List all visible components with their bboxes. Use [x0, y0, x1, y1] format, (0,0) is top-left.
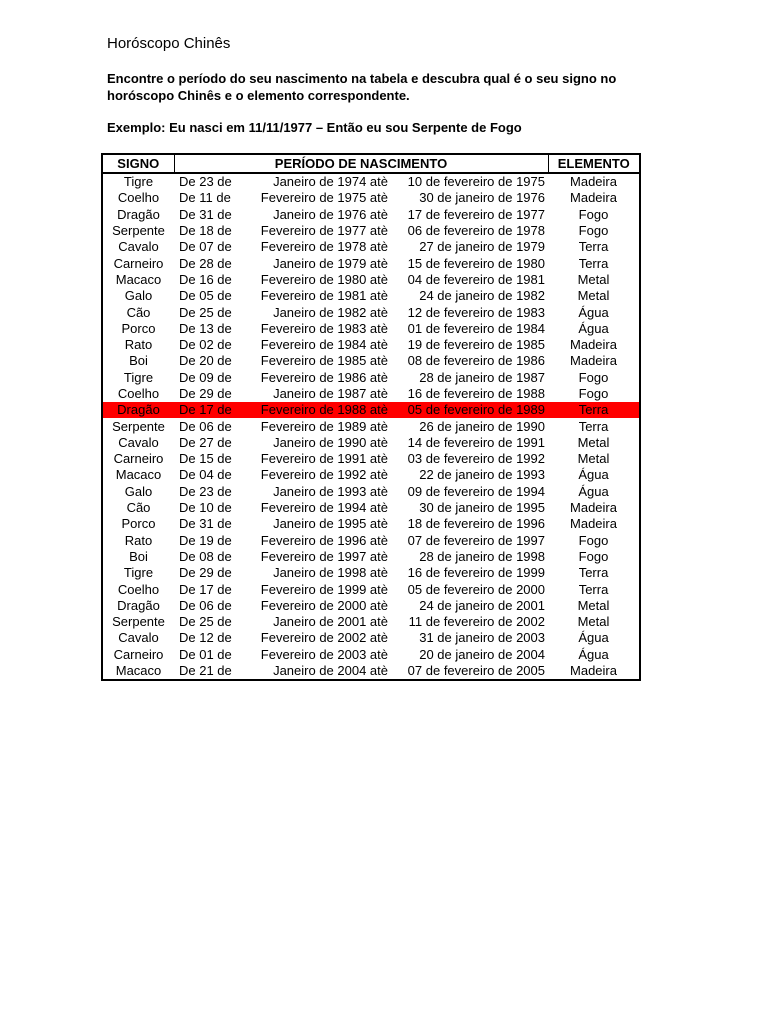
table-row [102, 207, 640, 223]
signo-cell: Dragão [102, 402, 174, 418]
start-day-cell: De 19 de [179, 532, 232, 548]
signo-cell: Carneiro [113, 451, 164, 467]
end-date-cell: 18 de fevereiro de 1996 [407, 516, 545, 532]
element-cell: Terra [578, 418, 609, 434]
element-cell: Água [578, 483, 609, 499]
table-row [102, 500, 640, 516]
end-date-cell: 27 de janeiro de 1979 [419, 239, 545, 255]
start-day-cell: De 17 de [179, 581, 232, 597]
start-day-cell: De 25 de [179, 614, 232, 630]
start-day-cell: De 07 de [179, 239, 232, 255]
start-month-year-cell: Fevereiro de 1985 atè [260, 353, 388, 369]
element-cell: Terra [578, 581, 609, 597]
end-date-cell: 05 de fevereiro de 2000 [407, 581, 545, 597]
end-date-cell: 17 de fevereiro de 1977 [407, 206, 545, 222]
element-cell: Metal [577, 288, 610, 304]
signo-cell: Serpente [112, 223, 165, 239]
start-month-year-cell: Janeiro de 1979 atè [273, 255, 388, 271]
signo-cell: Macaco [115, 271, 162, 287]
start-month-year-cell: Fevereiro de 2003 atè [260, 646, 388, 662]
end-date-cell: 24 de janeiro de 2001 [419, 597, 545, 613]
element-cell: Fogo [578, 532, 609, 548]
table-row [102, 288, 640, 304]
element-cell: Madeira [570, 500, 617, 516]
start-month-year-cell: Fevereiro de 2000 atè [260, 597, 388, 613]
end-date-cell: 14 de fevereiro de 1991 [407, 434, 545, 450]
start-day-cell: De 06 de [179, 418, 232, 434]
element-cell: Fogo [578, 369, 609, 385]
element-cell: Água [578, 646, 609, 662]
start-day-cell: De 15 de [179, 451, 232, 467]
start-month-year-cell: Fevereiro de 1994 atè [260, 500, 388, 516]
start-day-cell: De 01 de [179, 646, 232, 662]
end-date-cell: 28 de janeiro de 1998 [419, 548, 545, 564]
start-month-year-cell: Fevereiro de 1996 atè [260, 532, 388, 548]
table-row [102, 239, 640, 255]
start-day-cell: De 10 de [179, 500, 232, 516]
start-month-year-cell: Fevereiro de 1983 atè [260, 320, 388, 336]
table-row [102, 190, 640, 206]
table-body [102, 173, 640, 680]
end-date-cell: 01 de fevereiro de 1984 [407, 320, 545, 336]
table-row [102, 304, 640, 320]
table-row [102, 272, 640, 288]
start-day-cell: De 27 de [179, 434, 232, 450]
element-cell: Terra [548, 402, 640, 418]
start-day-cell: De 05 de [179, 288, 232, 304]
end-date-cell: 24 de janeiro de 1982 [419, 288, 545, 304]
header-signo: SIGNO [102, 154, 174, 173]
table-row [102, 549, 640, 565]
element-cell: Terra [578, 239, 609, 255]
signo-cell: Galo [124, 288, 153, 304]
signo-cell: Cavalo [118, 630, 159, 646]
table-row [102, 255, 640, 271]
element-cell: Fogo [578, 386, 609, 401]
signo-cell: Coelho [117, 581, 160, 597]
signo-cell: Coelho [117, 190, 160, 206]
end-date-cell: 04 de fevereiro de 1981 [407, 271, 545, 287]
element-cell: Metal [577, 597, 610, 613]
element-cell: Madeira [570, 174, 617, 190]
element-cell: Madeira [570, 337, 617, 353]
element-cell: Água [578, 630, 609, 646]
element-cell: Água [578, 320, 609, 336]
start-day-cell: De 20 de [179, 353, 232, 369]
start-day-cell: De 31 de [179, 206, 232, 222]
start-month-year-cell: Janeiro de 2004 atè [273, 663, 388, 679]
start-month-year-cell: Janeiro de 1995 atè [273, 516, 388, 532]
start-day-cell: De 21 de [179, 663, 232, 679]
element-cell: Metal [577, 614, 610, 630]
start-month-year-cell: Fevereiro de 1999 atè [260, 581, 388, 597]
table-row [102, 467, 640, 483]
start-month-year-cell: Fevereiro de 1997 atè [260, 548, 388, 564]
start-day-cell: De 23 de [179, 483, 232, 499]
table-header-row [102, 154, 640, 173]
start-day-cell: De 18 de [179, 223, 232, 239]
end-date-cell: 28 de janeiro de 1987 [419, 369, 545, 385]
end-date-cell: 20 de janeiro de 2004 [419, 646, 545, 662]
element-cell: Metal [577, 451, 610, 467]
start-month-year-cell: Fevereiro de 1984 atè [260, 337, 388, 353]
start-day-cell: De 02 de [179, 337, 232, 353]
table-row [102, 418, 640, 434]
signo-cell: Galo [124, 483, 153, 499]
element-cell: Água [578, 467, 609, 483]
start-day-cell: De 25 de [179, 304, 232, 320]
end-date-cell: 16 de fevereiro de 1988 [407, 386, 545, 401]
start-month-year-cell: Janeiro de 1990 atè [273, 434, 388, 450]
table-row [102, 647, 640, 663]
end-date-cell: 22 de janeiro de 1993 [419, 467, 545, 483]
start-day-cell: De 06 de [179, 597, 232, 613]
end-date-cell: 19 de fevereiro de 1985 [407, 337, 545, 353]
table-row [102, 451, 640, 467]
table-row [102, 402, 640, 418]
element-cell: Madeira [570, 353, 617, 369]
start-month-year-cell: Fevereiro de 1991 atè [260, 451, 388, 467]
start-day-cell: De 13 de [179, 320, 232, 336]
start-day-cell: De 29 de [179, 386, 232, 401]
end-date-cell: 09 de fevereiro de 1994 [407, 483, 545, 499]
signo-cell: Carneiro [113, 255, 164, 271]
table-row [102, 663, 640, 680]
signo-cell: Cavalo [118, 434, 159, 450]
table-row [102, 565, 640, 581]
element-cell: Fogo [578, 223, 609, 239]
table-row [102, 370, 640, 386]
start-month-year-cell: Fevereiro de 2002 atè [260, 630, 388, 646]
element-cell: Metal [577, 271, 610, 287]
end-date-cell: 12 de fevereiro de 1983 [407, 304, 545, 320]
start-month-year-cell: Janeiro de 1982 atè [273, 304, 388, 320]
start-day-cell: De 23 de [179, 174, 232, 190]
table-row [102, 173, 640, 190]
end-date-cell: 10 de fevereiro de 1975 [407, 174, 545, 190]
start-month-year-cell: Janeiro de 1993 atè [273, 483, 388, 499]
start-month-year-cell: Janeiro de 1998 atè [273, 565, 388, 581]
end-date-cell: 05 de fevereiro de 1989 [390, 402, 548, 418]
table-row [102, 630, 640, 646]
end-date-cell: 06 de fevereiro de 1978 [407, 223, 545, 239]
signo-cell: Cão [126, 500, 151, 516]
start-month-year-cell: Janeiro de 1974 atè [273, 174, 388, 190]
signo-cell: Rato [124, 532, 153, 548]
start-month-year-cell: Fevereiro de 1981 atè [260, 288, 388, 304]
signo-cell: Carneiro [113, 646, 164, 662]
table-row [102, 321, 640, 337]
signo-cell: Rato [124, 337, 153, 353]
end-date-cell: 08 de fevereiro de 1986 [407, 353, 545, 369]
start-month-year-cell: Fevereiro de 1986 atè [260, 369, 388, 385]
start-month-year-cell: Janeiro de 1987 atè [273, 386, 388, 401]
signo-cell: Tigre [123, 369, 154, 385]
signo-cell: Porco [121, 320, 156, 336]
start-month-year-cell: Fevereiro de 1980 atè [260, 271, 388, 287]
table-row [102, 435, 640, 451]
signo-cell: Cão [126, 304, 151, 320]
start-month-year-cell: Fevereiro de 1977 atè [260, 223, 388, 239]
start-day-cell: De 28 de [179, 255, 232, 271]
header-elemento: ELEMENTO [548, 154, 640, 173]
end-date-cell: 07 de fevereiro de 1997 [407, 532, 545, 548]
start-day-cell: De 11 de [179, 190, 231, 206]
element-cell: Madeira [570, 663, 617, 679]
page-title: Horóscopo Chinês [107, 35, 231, 52]
signo-cell: Cavalo [118, 239, 159, 255]
start-month-year-cell: Janeiro de 1976 atè [273, 206, 388, 222]
signo-cell: Tigre [123, 565, 154, 581]
element-cell: Madeira [570, 190, 617, 206]
signo-cell: Boi [129, 548, 148, 564]
table-row [102, 533, 640, 549]
signo-cell: Serpente [112, 614, 165, 630]
start-day-cell: De 17 de [174, 402, 244, 418]
table-row [102, 386, 640, 402]
start-month-year-cell: Fevereiro de 1988 atè [244, 402, 390, 418]
end-date-cell: 03 de fevereiro de 1992 [407, 451, 545, 467]
start-day-cell: De 29 de [179, 565, 232, 581]
start-day-cell: De 04 de [179, 467, 232, 483]
signo-cell: Coelho [117, 386, 160, 401]
end-date-cell: 30 de janeiro de 1976 [419, 190, 545, 206]
intro-text: Encontre o período do seu nascimento na tabela e descubra qual é o seu signo no horóscopo Chinês e o elemento correspondente. [107, 71, 617, 103]
table-row [102, 337, 640, 353]
end-date-cell: 30 de janeiro de 1995 [419, 500, 545, 516]
table-row [102, 484, 640, 500]
start-day-cell: De 31 de [179, 516, 232, 532]
end-date-cell: 31 de janeiro de 2003 [419, 630, 545, 646]
element-cell: Terra [578, 565, 609, 581]
signo-cell: Macaco [115, 663, 162, 679]
start-month-year-cell: Fevereiro de 1978 atè [260, 239, 388, 255]
table-row [102, 581, 640, 597]
signo-cell: Serpente [112, 418, 165, 434]
table-row [102, 223, 640, 239]
start-month-year-cell: Janeiro de 2001 atè [273, 614, 388, 630]
signo-cell: Macaco [115, 467, 162, 483]
example-text: Exemplo: Eu nasci em 11/11/1977 – Então eu sou Serpente de Fogo [107, 120, 522, 135]
element-cell: Terra [578, 255, 609, 271]
end-date-cell: 11 de fevereiro de 2002 [408, 614, 545, 630]
end-date-cell: 15 de fevereiro de 1980 [407, 255, 545, 271]
element-cell: Água [578, 304, 609, 320]
end-date-cell: 07 de fevereiro de 2005 [407, 663, 545, 679]
table-row [102, 614, 640, 630]
signo-cell: Porco [121, 516, 156, 532]
end-date-cell: 16 de fevereiro de 1999 [407, 565, 545, 581]
start-day-cell: De 09 de [179, 369, 232, 385]
signo-cell: Boi [129, 353, 148, 369]
start-day-cell: De 12 de [179, 630, 232, 646]
start-month-year-cell: Fevereiro de 1975 atè [260, 190, 388, 206]
table-row [102, 598, 640, 614]
start-month-year-cell: Fevereiro de 1992 atè [260, 467, 388, 483]
start-day-cell: De 16 de [179, 271, 232, 287]
end-date-cell: 26 de janeiro de 1990 [419, 418, 545, 434]
start-month-year-cell: Fevereiro de 1989 atè [260, 418, 388, 434]
horoscope-table [101, 153, 641, 681]
signo-cell: Dragão [117, 597, 160, 613]
signo-cell: Tigre [123, 174, 154, 190]
signo-cell: Dragão [117, 206, 160, 222]
start-day-cell: De 08 de [179, 548, 232, 564]
header-periodo: PERÍODO DE NASCIMENTO [174, 154, 548, 173]
element-cell: Fogo [578, 206, 609, 222]
element-cell: Fogo [578, 548, 609, 564]
table-row [102, 516, 640, 532]
table-row [102, 353, 640, 369]
element-cell: Madeira [570, 516, 617, 532]
element-cell: Metal [577, 434, 610, 450]
